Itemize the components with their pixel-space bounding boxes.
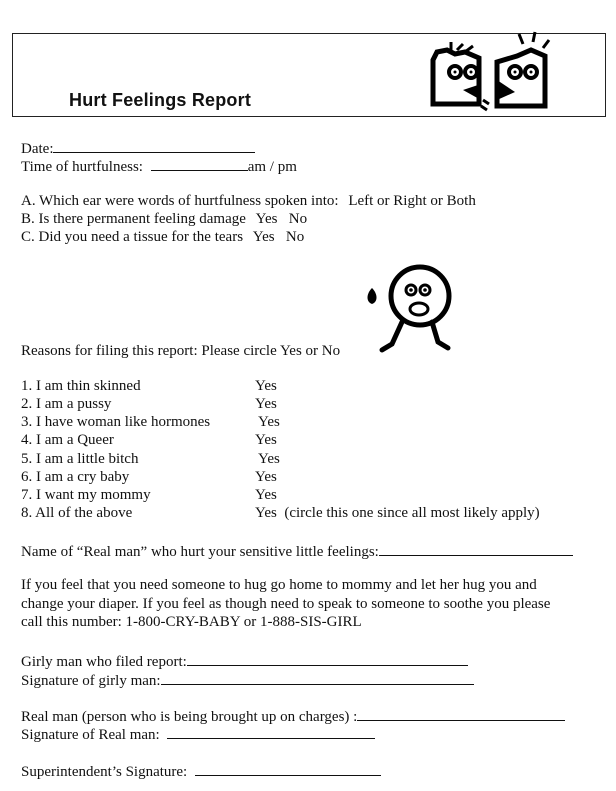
- superintendent-label: Superintendent’s Signature:: [21, 764, 188, 780]
- question-c-options[interactable]: Yes No: [252, 229, 305, 245]
- filer-signature-field[interactable]: [21, 670, 474, 690]
- paragraph-line: change your diaper. If you feel as though need to speak to someone to soothe you please: [21, 596, 551, 612]
- real-man-blank[interactable]: [357, 706, 565, 721]
- reason-answer[interactable]: Yes: [255, 396, 277, 412]
- reason-answer[interactable]: Yes (circle this one since all most likely apply): [255, 505, 540, 521]
- reason-item: 6. I am a cry baby: [21, 469, 130, 485]
- filer-label: Girly man who filed report:: [21, 654, 187, 670]
- filer-signature-label: Signature of girly man:: [21, 673, 161, 689]
- paragraph-line: call this number: 1-800-CRY-BABY or 1-888-SIS-GIRL: [21, 614, 362, 630]
- question-a-options[interactable]: Left or Right or Both: [348, 193, 476, 209]
- question-a: [21, 192, 476, 210]
- reason-answer[interactable]: Yes: [255, 487, 277, 503]
- time-label: Time of hurtfulness:: [21, 159, 143, 175]
- superintendent-blank[interactable]: [195, 761, 381, 776]
- filer-blank[interactable]: [187, 651, 468, 666]
- reason-item: 1. I am thin skinned: [21, 378, 141, 394]
- question-c: [21, 228, 304, 246]
- time-field[interactable]: [21, 156, 297, 176]
- reason-item: 7. I want my mommy: [21, 487, 151, 503]
- real-man-name-blank[interactable]: [379, 541, 573, 556]
- real-man-signature-label: Signature of Real man:: [21, 727, 160, 743]
- question-a-text: A. Which ear were words of hurtfulness spoken into:: [21, 193, 339, 209]
- date-field[interactable]: [21, 138, 255, 158]
- reason-answer[interactable]: Yes: [255, 469, 277, 485]
- question-b-text: B. Is there permanent feeling damage: [21, 211, 246, 227]
- question-b: [21, 210, 307, 228]
- arguing-faces-icon: [425, 4, 555, 114]
- reason-item: 2. I am a pussy: [21, 396, 112, 412]
- superintendent-field[interactable]: [21, 761, 381, 781]
- date-label: Date:: [21, 141, 54, 157]
- reason-answer[interactable]: Yes: [258, 451, 280, 467]
- reason-item: 3. I have woman like hormones: [21, 414, 211, 430]
- reason-answer[interactable]: Yes: [258, 414, 280, 430]
- time-suffix: am / pm: [247, 159, 297, 175]
- reasons-heading: Reasons for filing this report: Please circle Yes or No: [21, 343, 341, 359]
- real-man-name-field[interactable]: [21, 541, 573, 561]
- time-blank[interactable]: [151, 156, 248, 171]
- filer-signature-blank[interactable]: [161, 670, 474, 685]
- crying-face-icon: [362, 264, 458, 356]
- real-man-field[interactable]: [21, 706, 565, 726]
- page-title: Hurt Feelings Report: [69, 90, 252, 110]
- question-b-options[interactable]: Yes No: [255, 211, 308, 227]
- real-man-signature-blank[interactable]: [167, 724, 375, 739]
- reason-item: 4. I am a Queer: [21, 432, 114, 448]
- real-man-signature-field[interactable]: [21, 724, 375, 744]
- reason-item: 8. All of the above: [21, 505, 133, 521]
- date-blank[interactable]: [53, 138, 255, 153]
- filer-field[interactable]: [21, 651, 468, 671]
- real-man-label: Real man (person who is being brought up on charges) :: [21, 709, 358, 725]
- reason-answer[interactable]: Yes: [255, 378, 277, 394]
- paragraph-line: If you feel that you need someone to hug go home to mommy and let her hug you and: [21, 577, 537, 593]
- reason-answer[interactable]: Yes: [255, 432, 277, 448]
- reason-item: 5. I am a little bitch: [21, 451, 139, 467]
- real-man-name-label: Name of “Real man” who hurt your sensitive little feelings:: [21, 544, 379, 560]
- question-c-text: C. Did you need a tissue for the tears: [21, 229, 244, 245]
